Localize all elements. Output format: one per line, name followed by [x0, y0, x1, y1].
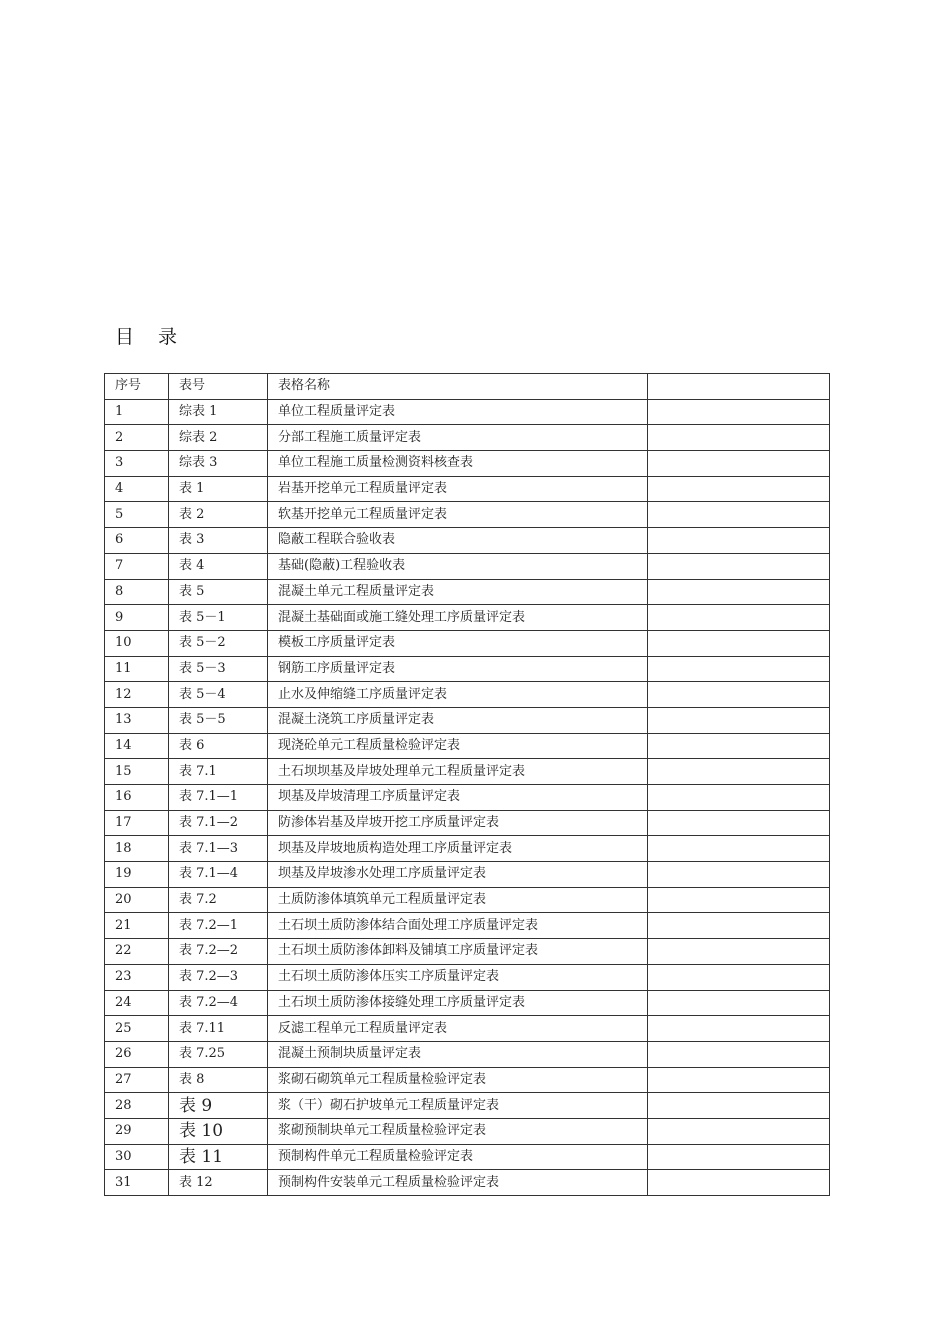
- row-blank: [648, 656, 830, 682]
- row-serial: 14: [105, 733, 169, 759]
- table-row: [105, 553, 830, 579]
- row-blank: [648, 964, 830, 990]
- row-form-name: 岩基开挖单元工程质量评定表: [268, 476, 648, 502]
- row-blank: [648, 1170, 830, 1196]
- row-form-name: 钢筋工序质量评定表: [268, 656, 648, 682]
- row-form-name: 土石坝土质防渗体压实工序质量评定表: [268, 964, 648, 990]
- table-row: [105, 913, 830, 939]
- row-serial: 25: [105, 1016, 169, 1042]
- header-form-name: 表格名称: [268, 374, 648, 400]
- table-row: [105, 682, 830, 708]
- row-blank: [648, 1041, 830, 1067]
- row-form-name: 土质防渗体填筑单元工程质量评定表: [268, 887, 648, 913]
- table-row: [105, 785, 830, 811]
- row-blank: [648, 1016, 830, 1042]
- table-row: [105, 451, 830, 477]
- row-form-code: 表 5－5: [169, 707, 268, 733]
- row-serial: 18: [105, 836, 169, 862]
- row-form-code: 表 11: [169, 1144, 268, 1170]
- row-serial: 12: [105, 682, 169, 708]
- row-serial: 2: [105, 425, 169, 451]
- row-serial: 19: [105, 862, 169, 888]
- row-form-name: 预制构件单元工程质量检验评定表: [268, 1144, 648, 1170]
- row-form-name: 软基开挖单元工程质量评定表: [268, 502, 648, 528]
- header-blank: [648, 374, 830, 400]
- row-serial: 4: [105, 476, 169, 502]
- table-row: [105, 810, 830, 836]
- row-serial: 28: [105, 1093, 169, 1119]
- row-form-code: 综表 3: [169, 451, 268, 477]
- table-row: [105, 990, 830, 1016]
- row-blank: [648, 759, 830, 785]
- row-form-code: 表 9: [169, 1093, 268, 1119]
- row-form-name: 基础(隐蔽)工程验收表: [268, 553, 648, 579]
- row-blank: [648, 682, 830, 708]
- row-blank: [648, 502, 830, 528]
- table-row: [105, 1144, 830, 1170]
- row-form-name: 坝基及岸坡地质构造处理工序质量评定表: [268, 836, 648, 862]
- table-row: [105, 1016, 830, 1042]
- row-form-code: 表 5－3: [169, 656, 268, 682]
- row-form-name: 混凝土基础面或施工缝处理工序质量评定表: [268, 605, 648, 631]
- row-form-code: 表 5－1: [169, 605, 268, 631]
- row-blank: [648, 862, 830, 888]
- table-row: [105, 887, 830, 913]
- table-row: [105, 836, 830, 862]
- row-form-code: 表 1: [169, 476, 268, 502]
- table-row: [105, 528, 830, 554]
- row-serial: 3: [105, 451, 169, 477]
- table-header-row: [105, 374, 830, 400]
- table-row: [105, 964, 830, 990]
- row-serial: 29: [105, 1118, 169, 1144]
- row-form-name: 反滤工程单元工程质量评定表: [268, 1016, 648, 1042]
- row-form-name: 混凝土浇筑工序质量评定表: [268, 707, 648, 733]
- toc-table: [104, 373, 830, 1196]
- row-blank: [648, 630, 830, 656]
- row-blank: [648, 425, 830, 451]
- row-form-code: 综表 1: [169, 399, 268, 425]
- table-row: [105, 1170, 830, 1196]
- row-blank: [648, 836, 830, 862]
- row-blank: [648, 528, 830, 554]
- row-blank: [648, 476, 830, 502]
- row-blank: [648, 733, 830, 759]
- row-form-code: 表 7.1—2: [169, 810, 268, 836]
- row-form-name: 分部工程施工质量评定表: [268, 425, 648, 451]
- row-form-code: 表 5－4: [169, 682, 268, 708]
- row-form-name: 土石坝土质防渗体接缝处理工序质量评定表: [268, 990, 648, 1016]
- table-row: [105, 425, 830, 451]
- row-serial: 11: [105, 656, 169, 682]
- row-form-name: 止水及伸缩缝工序质量评定表: [268, 682, 648, 708]
- row-serial: 27: [105, 1067, 169, 1093]
- table-row: [105, 707, 830, 733]
- row-blank: [648, 1118, 830, 1144]
- row-serial: 9: [105, 605, 169, 631]
- row-serial: 24: [105, 990, 169, 1016]
- row-form-code: 表 7.1: [169, 759, 268, 785]
- row-blank: [648, 913, 830, 939]
- row-form-code: 表 12: [169, 1170, 268, 1196]
- table-row: [105, 399, 830, 425]
- row-blank: [648, 887, 830, 913]
- row-serial: 7: [105, 553, 169, 579]
- row-serial: 20: [105, 887, 169, 913]
- row-blank: [648, 553, 830, 579]
- row-form-code: 表 5－2: [169, 630, 268, 656]
- row-form-name: 预制构件安装单元工程质量检验评定表: [268, 1170, 648, 1196]
- row-form-code: 表 2: [169, 502, 268, 528]
- row-blank: [648, 707, 830, 733]
- header-serial: 序号: [105, 374, 169, 400]
- row-form-name: 防渗体岩基及岸坡开挖工序质量评定表: [268, 810, 648, 836]
- row-form-code: 综表 2: [169, 425, 268, 451]
- row-form-code: 表 7.11: [169, 1016, 268, 1042]
- row-form-name: 浆（干）砌石护坡单元工程质量评定表: [268, 1093, 648, 1119]
- row-serial: 31: [105, 1170, 169, 1196]
- row-serial: 15: [105, 759, 169, 785]
- row-form-name: 浆砌预制块单元工程质量检验评定表: [268, 1118, 648, 1144]
- table-row: [105, 939, 830, 965]
- row-form-code: 表 7.2—2: [169, 939, 268, 965]
- row-blank: [648, 939, 830, 965]
- row-form-code: 表 7.2—4: [169, 990, 268, 1016]
- row-serial: 17: [105, 810, 169, 836]
- row-blank: [648, 785, 830, 811]
- toc-table-body: [105, 374, 830, 1196]
- row-form-name: 混凝土单元工程质量评定表: [268, 579, 648, 605]
- row-form-code: 表 7.2: [169, 887, 268, 913]
- row-form-code: 表 7.2—1: [169, 913, 268, 939]
- row-blank: [648, 1093, 830, 1119]
- row-blank: [648, 1144, 830, 1170]
- row-serial: 1: [105, 399, 169, 425]
- table-row: [105, 1093, 830, 1119]
- row-form-code: 表 10: [169, 1118, 268, 1144]
- page-title: 目 录: [115, 326, 187, 348]
- table-row: [105, 1067, 830, 1093]
- row-serial: 10: [105, 630, 169, 656]
- table-row: [105, 862, 830, 888]
- row-form-name: 隐蔽工程联合验收表: [268, 528, 648, 554]
- row-serial: 6: [105, 528, 169, 554]
- row-serial: 21: [105, 913, 169, 939]
- row-form-name: 现浇砼单元工程质量检验评定表: [268, 733, 648, 759]
- row-serial: 30: [105, 1144, 169, 1170]
- table-row: [105, 579, 830, 605]
- row-serial: 26: [105, 1041, 169, 1067]
- row-serial: 13: [105, 707, 169, 733]
- row-form-code: 表 7.1—4: [169, 862, 268, 888]
- row-form-name: 土石坝土质防渗体结合面处理工序质量评定表: [268, 913, 648, 939]
- table-row: [105, 1041, 830, 1067]
- row-serial: 8: [105, 579, 169, 605]
- row-form-code: 表 7.1—1: [169, 785, 268, 811]
- row-blank: [648, 1067, 830, 1093]
- row-blank: [648, 605, 830, 631]
- row-form-code: 表 7.2—3: [169, 964, 268, 990]
- row-form-name: 土石坝土质防渗体卸料及铺填工序质量评定表: [268, 939, 648, 965]
- table-row: [105, 733, 830, 759]
- table-row: [105, 502, 830, 528]
- row-form-code: 表 3: [169, 528, 268, 554]
- table-row: [105, 605, 830, 631]
- table-row: [105, 759, 830, 785]
- row-blank: [648, 810, 830, 836]
- row-form-code: 表 5: [169, 579, 268, 605]
- row-form-name: 单位工程质量评定表: [268, 399, 648, 425]
- table-row: [105, 630, 830, 656]
- row-blank: [648, 990, 830, 1016]
- table-row: [105, 656, 830, 682]
- row-form-name: 混凝土预制块质量评定表: [268, 1041, 648, 1067]
- row-blank: [648, 399, 830, 425]
- row-form-code: 表 8: [169, 1067, 268, 1093]
- row-blank: [648, 451, 830, 477]
- table-row: [105, 476, 830, 502]
- row-form-code: 表 7.25: [169, 1041, 268, 1067]
- row-form-code: 表 7.1—3: [169, 836, 268, 862]
- row-form-name: 模板工序质量评定表: [268, 630, 648, 656]
- row-form-name: 浆砌石砌筑单元工程质量检验评定表: [268, 1067, 648, 1093]
- row-form-name: 坝基及岸坡渗水处理工序质量评定表: [268, 862, 648, 888]
- row-form-name: 土石坝坝基及岸坡处理单元工程质量评定表: [268, 759, 648, 785]
- row-serial: 22: [105, 939, 169, 965]
- row-blank: [648, 579, 830, 605]
- row-serial: 16: [105, 785, 169, 811]
- row-form-name: 坝基及岸坡清理工序质量评定表: [268, 785, 648, 811]
- row-form-name: 单位工程施工质量检测资料核查表: [268, 451, 648, 477]
- row-form-code: 表 6: [169, 733, 268, 759]
- row-serial: 23: [105, 964, 169, 990]
- header-form-code: 表号: [169, 374, 268, 400]
- row-serial: 5: [105, 502, 169, 528]
- table-row: [105, 1118, 830, 1144]
- row-form-code: 表 4: [169, 553, 268, 579]
